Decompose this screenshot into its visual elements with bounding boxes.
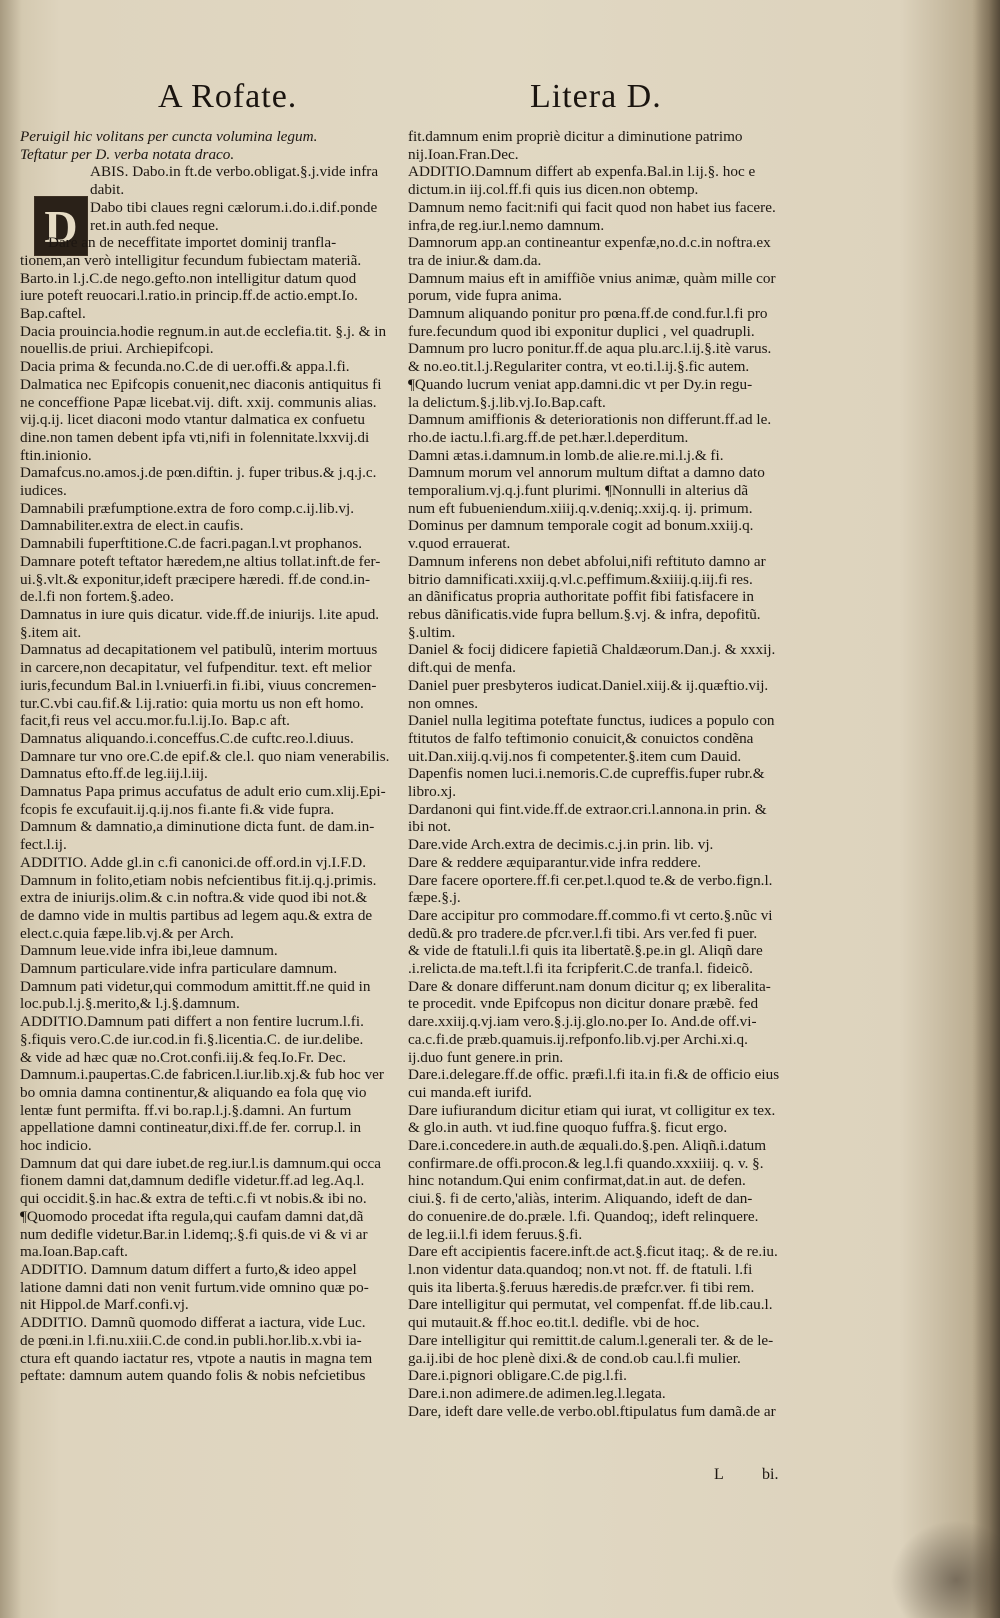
text-line: ibi not. — [408, 818, 452, 836]
text-line: tionem,an verò intelligitur fecundum fubiectam materiã. — [20, 251, 362, 269]
text-line: loc.pub.l.j.§.merito,& l.j.§.damnum. — [20, 995, 240, 1013]
text-line: uit.Dan.xiij.q.vij.nos fi competenter.§.item cum Dauid. — [408, 747, 742, 765]
text-line: Damnum.i.paupertas.C.de fabricen.l.iur.lib.xj.& fub hoc ver — [20, 1066, 384, 1084]
text-line: peftate: damnum autem quando folis & nobis nefcietibus — [20, 1367, 366, 1385]
text-line: latione damni dati non venit furtum.vide omnino quæ po- — [20, 1278, 369, 1296]
text-line: num eft fubueniendum.xiiij.q.v.deniq;.xxij.q. ij. primum. — [408, 499, 753, 517]
text-line: Damnabili fuperftitione.C.de facri.pagan.l.vt prophanos. — [20, 535, 363, 553]
text-line: qui occidit.§.in hac.& extra de tefti.c.fi vt nobis.& ibi no. — [20, 1190, 367, 1208]
text-line: vij.q.ij. licet diaconi modo vtantur dalmatica ex confuetu — [20, 411, 365, 429]
text-line: dabit. — [90, 181, 125, 199]
text-line: tur.C.vbi cau.fif.& l.ij.ratio: quia mortu us non eft homo. — [20, 694, 364, 712]
right-column — [408, 128, 838, 1420]
text-line: Damnum leue.vide infra ibi,leue damnum. — [20, 942, 278, 960]
text-line: de pœni.in l.fi.nu.xiii.C.de cond.in publi.hor.lib.x.vbi ia- — [20, 1331, 362, 1349]
text-line: dare.xxiij.q.vj.iam vero.§.j.ij.glo.no.per Io. And.de off.vi- — [408, 1013, 757, 1031]
text-line: Dare an de neceffitate importet dominij tranfla- — [48, 234, 337, 252]
text-line: la delictum.§.j.lib.vj.Io.Bap.caft. — [408, 393, 606, 411]
text-line: Dare iufiurandum dicitur etiam qui iurat, vt colligitur ex tex. — [408, 1101, 776, 1119]
text-line: de leg.ii.l.fi idem feruus.§.fi. — [408, 1225, 583, 1243]
text-line: .i.relicta.de ma.teft.l.fi ita fcripferit.C.de tranfa.l. fideicõ. — [408, 960, 753, 978]
text-line: ctura eft quando iactatur res, vtpote a nautis in magna tem — [20, 1349, 373, 1367]
text-line: l.non videntur data.quandoq; non.vt not. ff. de ftatuli. l.fi — [408, 1261, 753, 1278]
text-line: infra,de reg.iur.l.nemo damnum. — [408, 216, 605, 234]
text-line: bo omnia damna continentur,& aliquando ea fola quę vio — [20, 1083, 367, 1101]
signature-mark: L — [714, 1466, 724, 1483]
text-line: Teftatur per D. verba notata draco. — [20, 145, 235, 163]
text-line: Dare intelligitur qui remittit.de calum.l.generali ter. & de le- — [408, 1331, 774, 1349]
left-column — [20, 128, 406, 1385]
text-line: Damnum morum vel annorum multum diftat a damno dato — [408, 464, 765, 482]
text-line: ADDITIO.Damnum differt ab expenfa.Bal.in l.ij.§. hoc e — [408, 163, 756, 181]
text-line: in carcere,non decapitatur, vel fufpenditur. text. eft melior — [20, 659, 372, 677]
text-line: Damnum aliquando ponitur pro pœna.ff.de cond.fur.l.fi pro — [408, 305, 768, 323]
text-line: rho.de iactu.l.fi.arg.ff.de pet.hær.l.deperditum. — [408, 428, 689, 446]
text-line: & no.eo.tit.l.j.Regulariter contra, vt eo.ti.l.ij.§.fic autem. — [408, 358, 750, 376]
text-line: bitrio damnificati.xxiij.q.vl.c.peffimum.&xiiij.q.iij.fi res. — [408, 570, 753, 588]
text-line: ma.Ioan.Bap.caft. — [20, 1243, 128, 1261]
text-line: Dare & reddere æquiparantur.vide infra reddere. — [408, 853, 702, 871]
text-line: ABIS. Dabo.in ft.de verbo.obligat.§.j.vide infra — [90, 163, 379, 181]
text-line: Dare.i.pignori obligare.C.de pig.l.fi. — [408, 1367, 627, 1385]
text-line: Damnatus efto.ff.de leg.iij.l.iij. — [20, 765, 208, 783]
text-line: Damnum nemo facit:nifi qui facit quod non habet ius facere. — [408, 198, 776, 216]
text-line: Barto.in l.j.C.de nego.gefto.non intelligitur datum quod — [20, 269, 357, 287]
page-footer — [0, 1466, 1000, 1488]
text-line: Damnare poteft teftator hæredem,ne altius tollat.inft.de fer- — [20, 552, 381, 570]
text-line: ftin.inionio. — [20, 446, 92, 464]
text-line: ADDITIO. Damnũ quomodo differat a iactura, vide Luc. — [20, 1314, 366, 1332]
text-line: & vide de ftatuli.l.fi quis ita libertatẽ.§.pe.in gl. Aliqñ dare — [408, 942, 763, 960]
text-line: non omnes. — [408, 694, 479, 712]
text-line: Dare, ideft dare velle.de verbo.obl.ftipulatus fum damã.de ar — [408, 1402, 776, 1420]
text-line: ij.duo funt genere.in prin. — [408, 1048, 564, 1066]
text-line: Damnum dat qui dare iubet.de reg.iur.l.is damnum.qui occa — [20, 1154, 382, 1172]
text-line: Dalmatica nec Epifcopis conuenit,nec diaconis antiquitus fi — [20, 375, 382, 393]
text-line: Damnum particulare.vide infra particulare damnum. — [20, 960, 338, 978]
text-line: nit Hippol.de Marf.confi.vj. — [20, 1296, 189, 1314]
text-line: dine.non tamen debent ipfa vti,nifi in folennitate.lxxvij.di — [20, 428, 370, 446]
text-line: Damnum in folito,etiam nobis nefcientibus fit.ij.q.j.primis. — [20, 871, 377, 889]
text-line: Dare.vide Arch.extra de decimis.c.j.in prin. lib. vj. — [408, 836, 714, 854]
running-head — [0, 78, 1000, 128]
text-line: Daniel nulla legitima poteftate functus, iudices a populo con — [408, 712, 775, 730]
text-line: temporalium.vj.q.j.funt plurimi. ¶Nonnulli in alterius dã — [408, 482, 749, 500]
text-line: ftitutos de falfo teftimonio conuicit,& conuictos condẽna — [408, 729, 754, 747]
text-line: te procedit. vnde Epifcopus non dicitur donare præbẽ. fed — [408, 995, 759, 1013]
text-line: extra de iniurijs.olim.& c.in noftra.& vide quod ibi not.& — [20, 889, 368, 907]
text-line: Dacia prima & fecunda.no.C.de di uer.offi.& appa.l.fi. — [20, 358, 350, 376]
text-line: Damnum pati videtur,qui commodum amittit.ff.ne quid in — [20, 977, 371, 995]
text-line: dedũ.& pro tradere.de pfcr.ver.l.fi tibi. Ars ver.fed fi puer. — [408, 924, 758, 942]
text-line: fit.damnum enim propriè dicitur a diminutione patrimo — [408, 128, 743, 145]
text-line: dictum.in iij.col.ff.fi quis ius dicen.non obtemp. — [408, 181, 699, 199]
text-line: facit,fi reus vel accu.mor.fu.l.ij.Io. Bap.c aft. — [20, 712, 290, 730]
text-line: ui.§.vlt.& exponitur,ideft præcipere hæredi. ff.de cond.in- — [20, 570, 371, 588]
text-line: appellatione damni contineatur,dixi.ff.de fer. corrup.l. in — [20, 1119, 362, 1137]
text-line: Daniel & focij didicere fapietiã Chaldæorum.Dan.j. & xxxij. — [408, 641, 776, 659]
text-line: Damafcus.no.amos.j.de pœn.diftin. j. fuper tribus.& j.q.j.c. — [20, 464, 377, 482]
text-line: ciui.§. fi de certo,'aliàs, interim. Aliquando, ideft de dan- — [408, 1190, 753, 1208]
text-line: hinc notandum.Qui enim confirmat,dat.in aut. de defen. — [408, 1172, 746, 1190]
text-line: Damni ætas.i.damnum.in lomb.de alie.re.mi.l.j.& fi. — [408, 446, 724, 464]
text-line: Damnorum app.an contineantur expenfæ,no.d.c.in noftra.ex — [408, 234, 771, 252]
text-line: fect.l.ij. — [20, 836, 67, 854]
text-line: fure.fecundum quod ibi exponitur duplici , vel quadrupli. — [408, 322, 755, 340]
text-line: Dare eft accipientis facere.inft.de act.§.ficut itaq;. & de re.iu. — [408, 1243, 778, 1261]
text-line: Damnatus Papa primus accufatus de adult erio cum.xlij.Epi- — [20, 783, 386, 801]
text-line: iudices. — [20, 482, 67, 500]
text-line: Dare.i.concedere.in auth.de æquali.do.§.pen. Aliqñ.i.datum — [408, 1137, 767, 1155]
text-line: libro.xj. — [408, 783, 457, 801]
text-line: Dare facere oportere.ff.fi cer.pet.l.quod te.& de verbo.fign.l. — [408, 871, 773, 889]
text-line: Damnabiliter.extra de elect.in caufis. — [20, 517, 244, 535]
text-line: num dedifle videtur.Bar.in l.idemq;.§.fi quis.de vi & vi ar — [20, 1225, 368, 1243]
text-line: Bap.caftel. — [20, 305, 86, 323]
text-line: Damnum pro lucro ponitur.ff.de aqua plu.arc.l.ij.§.itè varus. — [408, 340, 772, 358]
text-line: elect.c.quia fæpe.lib.vj.& per Arch. — [20, 924, 234, 942]
running-head-left: A Rofate. — [158, 78, 298, 115]
text-line: hoc indicio. — [20, 1137, 92, 1155]
text-line: Damnatus in iure quis dicatur. vide.ff.de iniurijs. l.ite apud. — [20, 605, 380, 623]
text-line: nij.Ioan.Fran.Dec. — [408, 145, 519, 163]
text-line: confirmare.de offi.procon.& leg.l.fi quando.xxxiiij. q. v. §. — [408, 1154, 764, 1172]
decorated-initial-letter: D — [44, 200, 78, 252]
text-line: §.item ait. — [20, 623, 82, 641]
text-line: Dapenfis nomen luci.i.nemoris.C.de cupreffis.fuper rubr.& — [408, 765, 765, 783]
text-line: Damnatus aliquando.i.conceffus.C.de cuftc.reo.l.diuus. — [20, 729, 354, 747]
text-line: Damnatus ad decapitationem vel patibulũ, interim mortuus — [20, 641, 378, 659]
text-line: tra de iniur.& dam.da. — [408, 251, 542, 269]
text-line: dift.qui de menfa. — [408, 659, 516, 677]
text-line: Dare.i.delegare.ff.de offic. præfi.l.fi ita.in fi.& de officio eius — [408, 1066, 780, 1084]
text-line: §.ultim. — [408, 623, 456, 641]
text-line: Dare accipitur pro commodare.ff.commo.fi vt certo.§.nũc vi — [408, 906, 773, 924]
text-line: fcopis fe excufauit.ij.q.ij.nos fi.ante fi.& vide fupra. — [20, 800, 335, 818]
text-line: ga.ij.ibi de hoc plenè dixi.& de cond.ob cau.l.fi mulier. — [408, 1349, 741, 1367]
text-line: iure poteft reuocari.l.ratio.in princip.ff.de actio.empt.Io. — [20, 287, 358, 305]
text-line: porum, vide fupra anima. — [408, 287, 562, 305]
text-line: Damnum maius eft in amiffiõe vnius animæ, quàm mille cor — [408, 269, 776, 287]
text-line: ADDITIO.Damnum pati differt a non fentire lucrum.l.fi. — [20, 1013, 364, 1031]
text-line: fæpe.§.j. — [408, 889, 461, 907]
text-line: Damnum inferens non debet abfolui,nifi reftituto damno ar — [408, 552, 766, 570]
text-line: Damnum & damnatio,a diminutione dicta funt. de dam.in- — [20, 818, 375, 836]
text-line: ¶Quomodo procedat ifta regula,qui caufam damni dat,dã — [20, 1207, 364, 1225]
text-line: ca.c.fi.de præb.quamuis.ij.refponfo.lib.vj.per Archi.xi.q. — [408, 1030, 748, 1048]
text-line: de.l.fi non fortem.§.adeo. — [20, 588, 174, 606]
text-line: Dare intelligitur qui permutat, vel compenfat. ff.de lib.cau.l. — [408, 1296, 773, 1314]
text-line: §.fiquis vero.C.de iur.cod.in fi.§.licentia.C. de iur.delibe. — [20, 1030, 364, 1048]
text-line: do conuenire.de do.præle. l.fi. Quandoq;, ideft relinquere. — [408, 1207, 759, 1225]
catchword: bi. — [762, 1466, 779, 1483]
text-line: Dominus per damnum temporale cogit ad bonum.xxiij.q. — [408, 517, 754, 535]
text-line: iuris,fecundum Bal.in l.vniuerfi.in fi.ibi, viuus concremen- — [20, 676, 377, 694]
page-stain — [890, 1520, 1000, 1618]
text-line: Daniel puer presbyteros iudicat.Daniel.xiij.& ij.quæftio.vij. — [408, 676, 769, 694]
text-line: quis ita liberta.§.feruus hæredis.de præfcr.ver. fi tibi rem. — [408, 1278, 755, 1296]
text-line: Damnum amiffionis & deteriorationis non differunt.ff.ad le. — [408, 411, 772, 429]
text-line: Damnabili præfumptione.extra de foro comp.c.ij.lib.vj. — [20, 499, 355, 517]
text-line: ret.in auth.fed neque. — [90, 216, 219, 234]
text-line: ne conceffione Papæ licebat.vij. dift. xxij. communis alias. — [20, 393, 377, 411]
text-line: & glo.in auth. vt iud.fine quoquo fuffra.§. ficut ergo. — [408, 1119, 728, 1137]
text-line: & vide ad hæc quæ no.Crot.confi.iij.& feq.Io.Fr. Dec. — [20, 1048, 347, 1066]
text-line: ADDITIO. Damnum datum differt a furto,& ideo appel — [20, 1261, 357, 1278]
text-line: rebus dãnificatis.vide fupra bellum.§.vj. & infra, depofitũ. — [408, 605, 761, 623]
text-line: Dare & donare differunt.nam donum dicitur q; ex liberalita- — [408, 977, 771, 995]
text-line: de damno vide in multis partibus ad legem aqu.& extra de — [20, 906, 373, 924]
text-line: Damnare tur vno ore.C.de epif.& cle.l. quo niam venerabilis. — [20, 747, 390, 765]
running-head-right: Litera D. — [530, 78, 662, 115]
text-line: fionem damni dat,damnum dedifle videtur.ff.ad leg.Aq.l. — [20, 1172, 365, 1190]
page-gutter-shadow — [972, 0, 1000, 1618]
text-line: Dare.i.non adimere.de adimen.leg.l.legata. — [408, 1384, 666, 1402]
text-line: cui manda.eft iurifd. — [408, 1083, 532, 1101]
text-line: an dãnificatus propria authoritate poffit fibi fatisfacere in — [408, 588, 754, 606]
text-line: lentæ funt permifta. ff.vi bo.rap.l.j.§.damni. An furtum — [20, 1101, 352, 1119]
text-line: Dacia prouincia.hodie regnum.in aut.de ecclefia.tit. §.j. & in — [20, 322, 387, 340]
text-line: Peruigil hic volitans per cuncta volumina legum. — [20, 128, 318, 145]
text-line: ¶Quando lucrum veniat app.damni.dic vt per Dy.in regu- — [408, 375, 753, 393]
text-line: qui mutauit.& ff.hoc eo.tit.l. dedifle. vbi de hoc. — [408, 1314, 700, 1332]
text-line: ADDITIO. Adde gl.in c.fi canonici.de off.ord.in vj.I.F.D. — [20, 853, 367, 871]
text-line: nouellis.de priui. Archiepifcopi. — [20, 340, 214, 358]
text-line: v.quod errauerat. — [408, 535, 511, 553]
text-line: Dardanoni qui fint.vide.ff.de extraor.cri.l.annona.in prin. & — [408, 800, 767, 818]
text-line: Dabo tibi claues regni cælorum.i.do.i.dif.ponde — [90, 198, 378, 216]
